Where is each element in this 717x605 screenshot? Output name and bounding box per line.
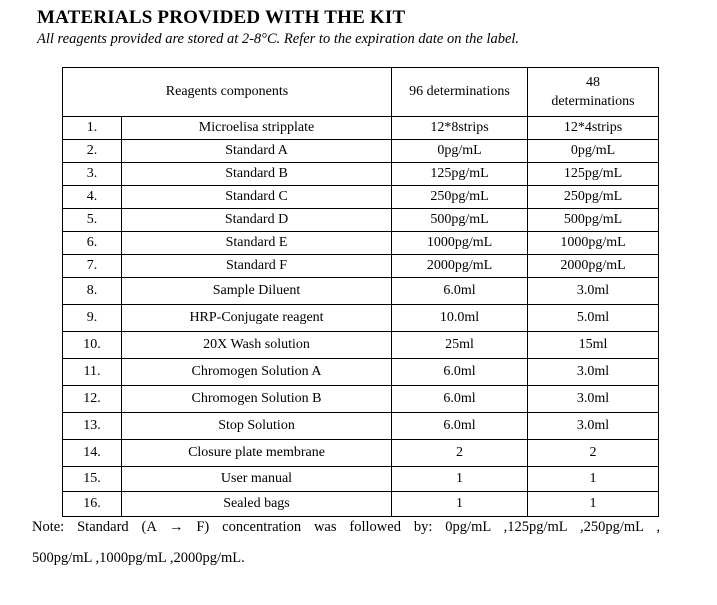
qty-48-cell: 2000pg/mL <box>528 255 659 278</box>
table-row <box>63 186 659 209</box>
qty-48-cell: 0pg/mL <box>528 140 659 163</box>
row-number-cell: 6. <box>63 232 122 255</box>
row-number-cell: 2. <box>63 140 122 163</box>
header-row <box>63 68 659 117</box>
qty-96-cell: 1 <box>392 467 528 492</box>
row-number-cell: 11. <box>63 359 122 386</box>
row-number-cell: 12. <box>63 386 122 413</box>
footnote-line-2: 500pg/mL ,1000pg/mL ,2000pg/mL. <box>32 550 245 566</box>
qty-96-cell: 2000pg/mL <box>392 255 528 278</box>
reagent-name-cell: Standard E <box>122 232 392 255</box>
qty-48-cell: 5.0ml <box>528 305 659 332</box>
materials-table <box>62 67 659 517</box>
qty-48-cell: 2 <box>528 440 659 467</box>
qty-96-cell: 250pg/mL <box>392 186 528 209</box>
table-row <box>63 163 659 186</box>
reagent-name-cell: 20X Wash solution <box>122 332 392 359</box>
header-48-line2: determinations <box>551 94 635 109</box>
reagent-name-cell: Microelisa stripplate <box>122 117 392 140</box>
qty-48-cell: 15ml <box>528 332 659 359</box>
footnote <box>32 512 660 574</box>
qty-48-cell: 1000pg/mL <box>528 232 659 255</box>
table-row <box>63 305 659 332</box>
reagent-name-cell: Stop Solution <box>122 413 392 440</box>
reagent-name-cell: Chromogen Solution B <box>122 386 392 413</box>
qty-96-cell: 125pg/mL <box>392 163 528 186</box>
table-row <box>63 255 659 278</box>
page-subtitle: All reagents provided are stored at 2-8°C. Refer to the expiration date on the label. <box>37 31 520 47</box>
qty-48-cell: 125pg/mL <box>528 163 659 186</box>
reagent-name-cell: Standard C <box>122 186 392 209</box>
qty-96-cell: 6.0ml <box>392 278 528 305</box>
header-48-line1: 48 <box>586 75 601 90</box>
reagent-name-cell: Standard A <box>122 140 392 163</box>
qty-48-cell: 500pg/mL <box>528 209 659 232</box>
row-number-cell: 3. <box>63 163 122 186</box>
reagent-name-cell: Sample Diluent <box>122 278 392 305</box>
row-number-cell: 4. <box>63 186 122 209</box>
qty-96-cell: 1 <box>392 492 528 517</box>
page-title: MATERIALS PROVIDED WITH THE KIT <box>37 7 406 28</box>
table-row <box>63 117 659 140</box>
table-row <box>63 467 659 492</box>
row-number-cell: 14. <box>63 440 122 467</box>
reagent-name-cell: Sealed bags <box>122 492 392 517</box>
reagent-name-cell: Standard D <box>122 209 392 232</box>
row-number-cell: 1. <box>63 117 122 140</box>
qty-48-cell: 3.0ml <box>528 359 659 386</box>
qty-48-cell: 1 <box>528 492 659 517</box>
row-number-cell: 13. <box>63 413 122 440</box>
qty-48-cell: 12*4strips <box>528 117 659 140</box>
header-48-determinations <box>528 68 659 117</box>
table-row <box>63 386 659 413</box>
table-row <box>63 440 659 467</box>
header-96-determinations: 96 determinations <box>392 68 528 117</box>
table-row <box>63 140 659 163</box>
qty-96-cell: 1000pg/mL <box>392 232 528 255</box>
qty-48-cell: 3.0ml <box>528 413 659 440</box>
qty-96-cell: 10.0ml <box>392 305 528 332</box>
table-row <box>63 332 659 359</box>
row-number-cell: 9. <box>63 305 122 332</box>
table-row <box>63 209 659 232</box>
reagent-name-cell: HRP-Conjugate reagent <box>122 305 392 332</box>
row-number-cell: 15. <box>63 467 122 492</box>
row-number-cell: 7. <box>63 255 122 278</box>
reagent-name-cell: Closure plate membrane <box>122 440 392 467</box>
reagent-name-cell: Standard B <box>122 163 392 186</box>
table-row <box>63 278 659 305</box>
table-row <box>63 359 659 386</box>
row-number-cell: 16. <box>63 492 122 517</box>
qty-96-cell: 6.0ml <box>392 386 528 413</box>
qty-48-cell: 3.0ml <box>528 386 659 413</box>
materials-table-body <box>63 117 659 517</box>
qty-48-cell: 250pg/mL <box>528 186 659 209</box>
header-reagents-components: Reagents components <box>63 68 392 117</box>
table-row <box>63 413 659 440</box>
reagent-name-cell: Chromogen Solution A <box>122 359 392 386</box>
row-number-cell: 8. <box>63 278 122 305</box>
footnote-line-1: Note: Standard (A → F) concentration was followed by: 0pg/mL ,125pg/mL ,250pg/mL , <box>32 519 660 535</box>
qty-48-cell: 1 <box>528 467 659 492</box>
qty-96-cell: 6.0ml <box>392 413 528 440</box>
qty-96-cell: 12*8strips <box>392 117 528 140</box>
row-number-cell: 5. <box>63 209 122 232</box>
qty-96-cell: 6.0ml <box>392 359 528 386</box>
qty-96-cell: 2 <box>392 440 528 467</box>
reagent-name-cell: Standard F <box>122 255 392 278</box>
qty-96-cell: 0pg/mL <box>392 140 528 163</box>
reagent-name-cell: User manual <box>122 467 392 492</box>
qty-48-cell: 3.0ml <box>528 278 659 305</box>
materials-table-header <box>63 68 659 117</box>
row-number-cell: 10. <box>63 332 122 359</box>
qty-96-cell: 25ml <box>392 332 528 359</box>
qty-96-cell: 500pg/mL <box>392 209 528 232</box>
table-row <box>63 232 659 255</box>
